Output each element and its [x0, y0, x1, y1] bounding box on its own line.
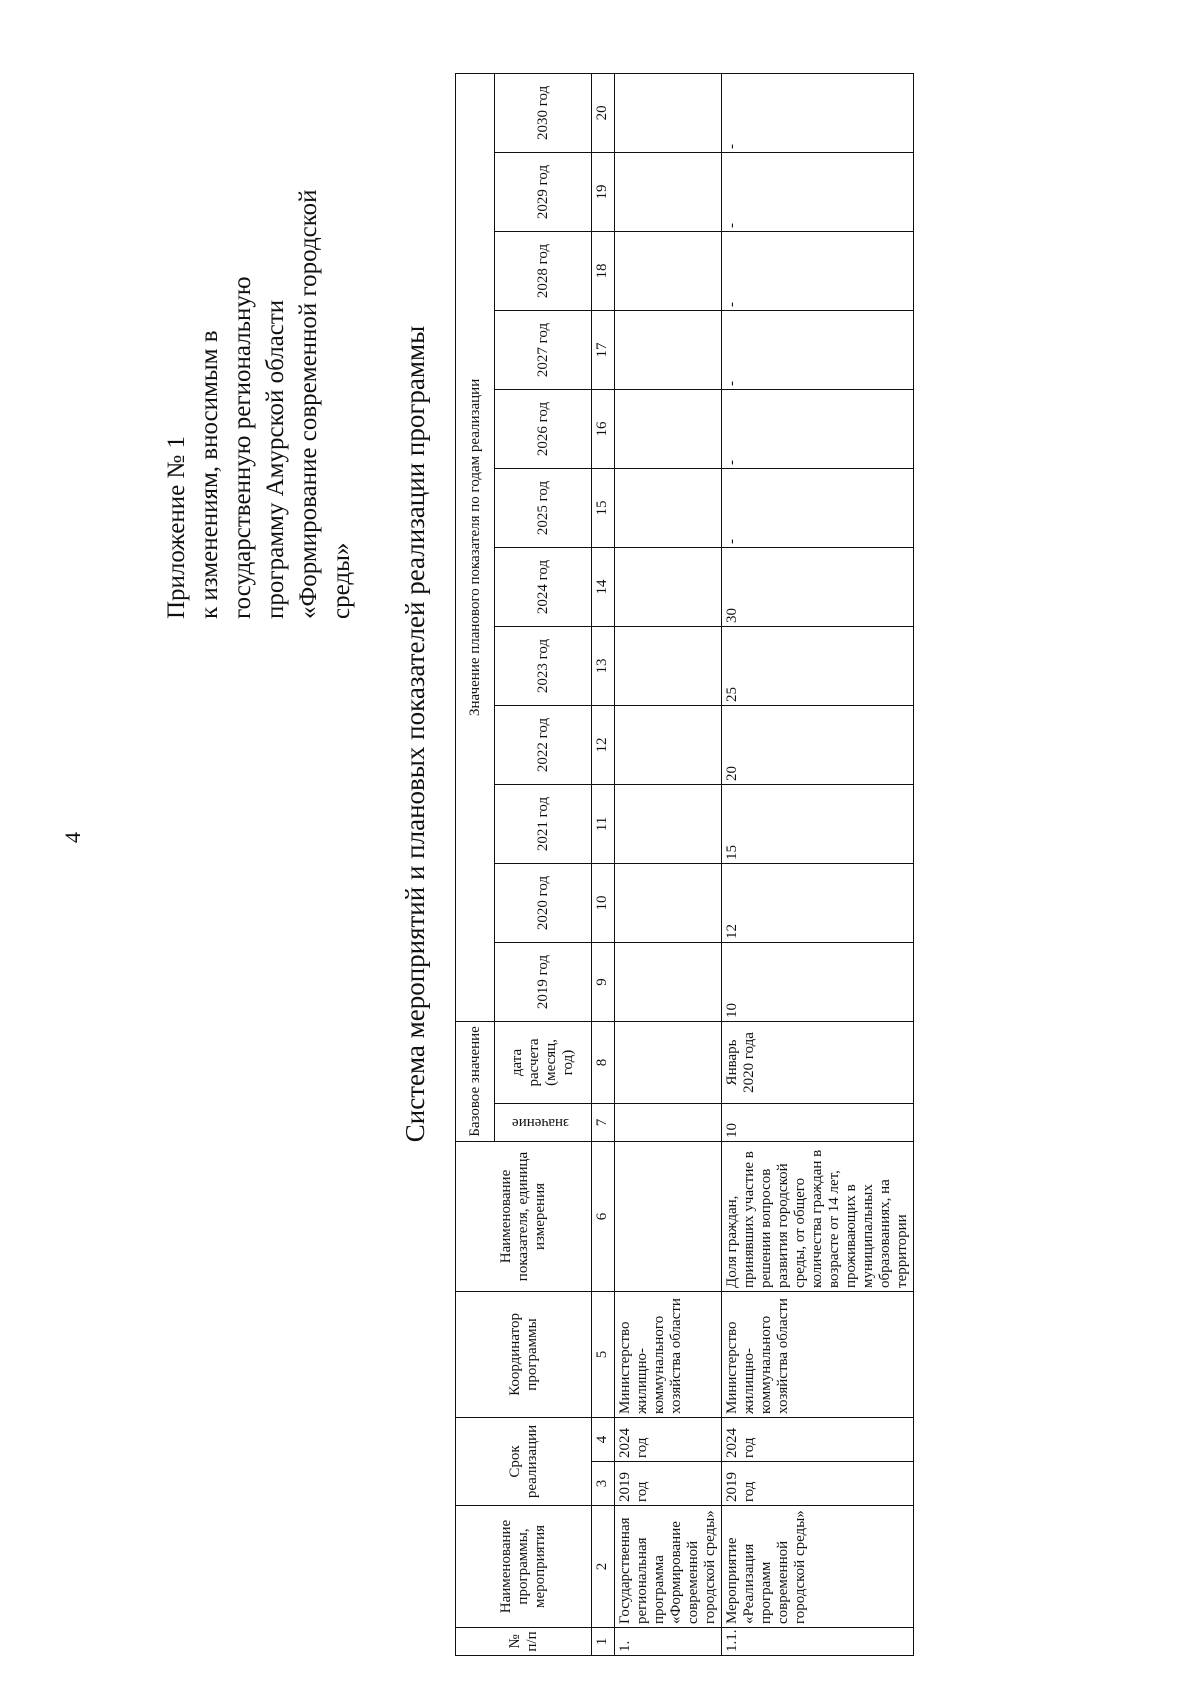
table-row	[722, 73, 914, 1655]
row-year-value	[615, 547, 722, 626]
appendix-line: государственную региональную	[229, 276, 256, 619]
row-year-value: -	[722, 389, 914, 468]
column-number: 8	[592, 1021, 615, 1103]
table-row	[615, 73, 722, 1655]
row-year-value: 30	[722, 547, 914, 626]
column-number-row	[592, 73, 615, 1655]
header-base-value-text: значение	[512, 1114, 569, 1131]
header-year: 2024 год	[495, 547, 592, 626]
row-coordinator: Министерство жилищно-коммунального хозяйства области	[722, 1291, 914, 1417]
row-end: 2024 год	[722, 1417, 914, 1461]
appendix-line: среды»	[328, 542, 355, 619]
column-number: 5	[592, 1291, 615, 1417]
row-year-value	[615, 389, 722, 468]
column-number: 12	[592, 705, 615, 784]
row-year-value: 15	[722, 784, 914, 863]
row-year-value	[615, 626, 722, 705]
column-number: 17	[592, 310, 615, 389]
row-year-value: -	[722, 152, 914, 231]
appendix-line: к изменениям, вносимым в	[196, 330, 223, 619]
header-year: 2025 год	[495, 468, 592, 547]
row-year-value	[615, 310, 722, 389]
row-year-value: -	[722, 310, 914, 389]
row-num: 1.1.	[722, 1628, 914, 1656]
column-number: 7	[592, 1103, 615, 1141]
row-program-name: Государственная региональная программа «Формирование современной городской среды»	[615, 1506, 722, 1628]
row-year-value: -	[722, 231, 914, 310]
column-number: 9	[592, 942, 615, 1021]
appendix-line: Приложение № 1	[163, 435, 190, 619]
appendix-line: «Формирование современной городской	[295, 189, 322, 619]
header-year: 2028 год	[495, 231, 592, 310]
column-number: 10	[592, 863, 615, 942]
indicators-table	[455, 73, 914, 1656]
row-year-value	[615, 705, 722, 784]
column-number: 19	[592, 152, 615, 231]
header-base-value	[495, 1103, 592, 1141]
header-year: 2023 год	[495, 626, 592, 705]
header-plan: Значение планового показателя по годам реализации	[456, 73, 495, 1021]
row-base-date	[615, 1021, 722, 1103]
column-number: 15	[592, 468, 615, 547]
header-base: Базовое значение	[456, 1021, 495, 1141]
row-year-value	[615, 863, 722, 942]
row-year-value: 25	[722, 626, 914, 705]
row-start: 2019 год	[722, 1462, 914, 1506]
header-year: 2019 год	[495, 942, 592, 1021]
row-coordinator: Министерство жилищно-коммунального хозяйства области	[615, 1291, 722, 1417]
row-start: 2019 год	[615, 1462, 722, 1506]
row-year-value	[615, 468, 722, 547]
column-number: 1	[592, 1628, 615, 1656]
row-year-value: 12	[722, 863, 914, 942]
header-coordinator: Координатор программы	[456, 1291, 592, 1417]
header-num: № п/п	[456, 1628, 592, 1656]
column-number: 13	[592, 626, 615, 705]
row-indicator: Доля граждан, принявших участие в решении вопросов развития городской среды, от общего количества граждан в возрасте от 14 лет, проживающих в муниципальных образованиях, на территории	[722, 1141, 914, 1291]
row-year-value	[615, 231, 722, 310]
column-number: 20	[592, 73, 615, 152]
row-year-value	[615, 152, 722, 231]
row-year-value: -	[722, 468, 914, 547]
header-base-date: дата расчета (месяц, год)	[495, 1021, 592, 1103]
row-year-value: 20	[722, 705, 914, 784]
column-number: 3	[592, 1462, 615, 1506]
header-year: 2030 год	[495, 73, 592, 152]
row-year-value	[615, 784, 722, 863]
column-number: 18	[592, 231, 615, 310]
header-name: Наименование программы, мероприятия	[456, 1506, 592, 1628]
header-row-1	[456, 73, 495, 1655]
row-base-date: Январь 2020 года	[722, 1021, 914, 1103]
column-number: 11	[592, 784, 615, 863]
row-program-name: Мероприятие «Реализация программ современной городской среды»	[722, 1506, 914, 1628]
page-number: 4	[60, 832, 85, 843]
row-year-value	[615, 73, 722, 152]
header-year: 2027 год	[495, 310, 592, 389]
header-period: Срок реализации	[456, 1417, 592, 1505]
column-number: 6	[592, 1141, 615, 1291]
header-year: 2022 год	[495, 705, 592, 784]
row-num: 1.	[615, 1628, 722, 1656]
header-indicator: Наименование показателя, единица измерения	[456, 1141, 592, 1291]
row-year-value	[615, 942, 722, 1021]
row-year-value: -	[722, 73, 914, 152]
row-indicator	[615, 1141, 722, 1291]
document-title: Система мероприятий и плановых показателей реализации программы	[400, 325, 430, 1143]
row-end: 2024 год	[615, 1417, 722, 1461]
column-number: 14	[592, 547, 615, 626]
header-year: 2021 год	[495, 784, 592, 863]
row-base-value	[615, 1103, 722, 1141]
column-number: 4	[592, 1417, 615, 1461]
appendix-line: программу Амурской области	[262, 299, 289, 619]
header-year: 2029 год	[495, 152, 592, 231]
row-base-value: 10	[722, 1103, 914, 1141]
header-year: 2020 год	[495, 863, 592, 942]
header-year: 2026 год	[495, 389, 592, 468]
appendix-note	[160, 99, 358, 619]
column-number: 2	[592, 1506, 615, 1628]
row-year-value: 10	[722, 942, 914, 1021]
column-number: 16	[592, 389, 615, 468]
